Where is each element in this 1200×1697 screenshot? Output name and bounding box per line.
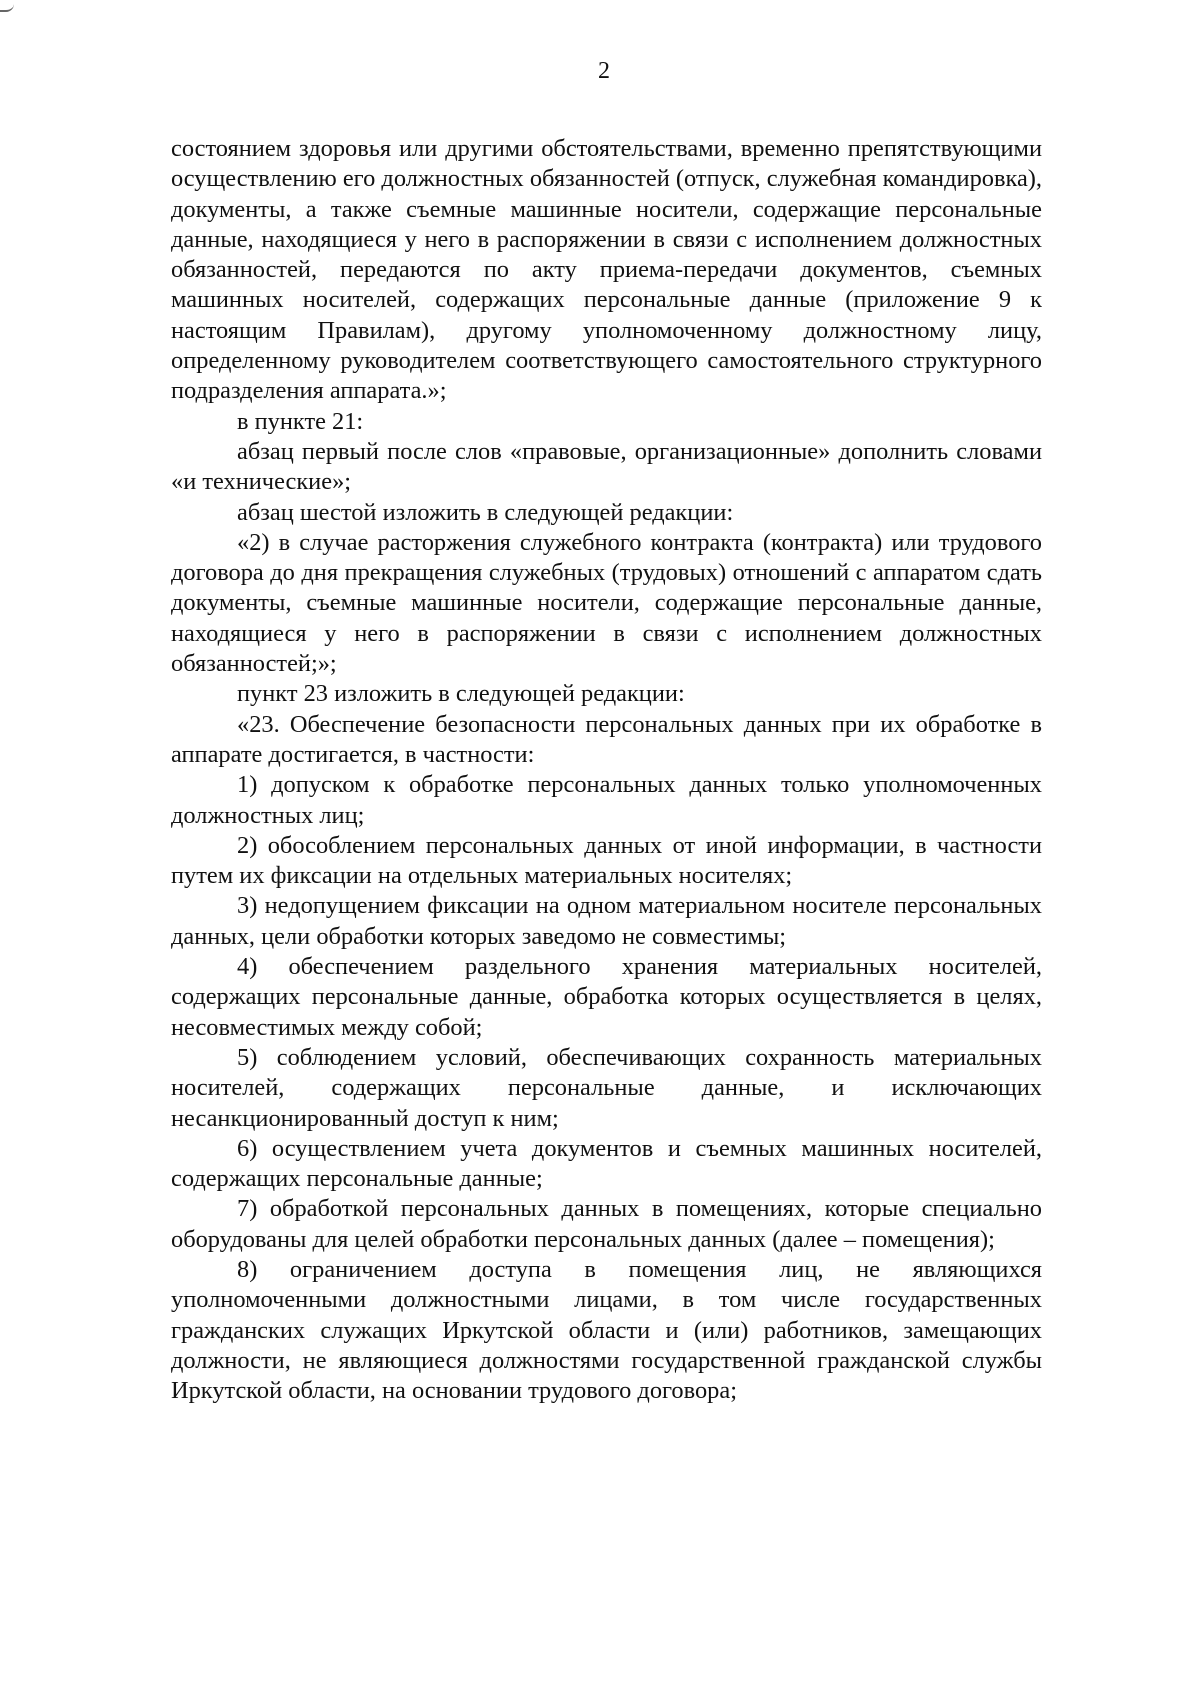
scan-mark — [0, 0, 14, 12]
paragraph-point-21: в пункте 21: — [237, 407, 364, 435]
list-item-8: 8) ограничением доступа в помещения лиц, не являющихся уполномоченными должностными лицами, в том числе государственных гражданских служащих Иркутской области и (или) работников, замещающих должности, не являющиеся должностями государственной гражданской службы Иркутской области, на основании трудового договора; — [171, 1255, 1042, 1405]
paragraph-first-abzac: абзац первый после слов «правовые, организационные» дополнить словами «и технические»; — [171, 437, 1042, 496]
list-item-4: 4) обеспечением раздельного хранения материальных носителей, содержащих персональные данные, обработка которых осуществляется в целях, несовместимых между собой; — [171, 953, 1042, 1041]
list-item-6: 6) осуществлением учета документов и съемных машинных носителей, содержащих персональные данные; — [171, 1134, 1042, 1193]
paragraph-continuation: состоянием здоровья или другими обстоятельствами, временно препятствующими осуществлению его должностных обязанностей (отпуск, служебная командировка), документы, а также съемные машинные носители, содержащие персональные данные, находящиеся у него в распоряжении в связи с исполнением должностных обязанностей, передаются по акту приема-передачи документов, съемных машинных носителей, содержащих персональные данные (приложение 9 к настоящим Правилам), другому уполномоченному должностному лицу, определенному руководителем соответствующего самостоятельного структурного подразделения аппарата.»; — [171, 135, 1042, 405]
paragraph-sixth-abzac: абзац шестой изложить в следующей редакции: — [237, 498, 734, 526]
page-number: 2 — [598, 58, 610, 84]
document-body — [171, 134, 1042, 1406]
paragraph-item-2: «2) в случае расторжения служебного контракта (контракта) или трудового договора до дня прекращения служебных (трудовых) отношений с аппаратом сдать документы, съемные машинные носители, содержащие персональные данные, находящиеся у него в распоряжении в связи с исполнением должностных обязанностей;»; — [171, 528, 1042, 678]
list-item-3: 3) недопущением фиксации на одном материальном носителе персональных данных, цели обработки которых заведомо не совместимы; — [171, 892, 1042, 950]
paragraph-point-23: пункт 23 изложить в следующей редакции: — [237, 680, 685, 708]
list-item-2: 2) обособлением персональных данных от иной информации, в частности путем их фиксации на отдельных материальных носителях; — [171, 831, 1042, 890]
list-item-5: 5) соблюдением условий, обеспечивающих сохранность материальных носителей, содержащих персональные данные, и исключающих несанкционированный доступ к ним; — [171, 1043, 1042, 1132]
list-item-7: 7) обработкой персональных данных в помещениях, которые специально оборудованы для целей обработки персональных данных (далее – помещения); — [171, 1195, 1042, 1253]
list-item-1: 1) допуском к обработке персональных данных только уполномоченных должностных лиц; — [171, 771, 1042, 829]
paragraph-23-intro: «23. Обеспечение безопасности персональных данных при их обработке в аппарате достигается, в частности: — [171, 710, 1042, 768]
